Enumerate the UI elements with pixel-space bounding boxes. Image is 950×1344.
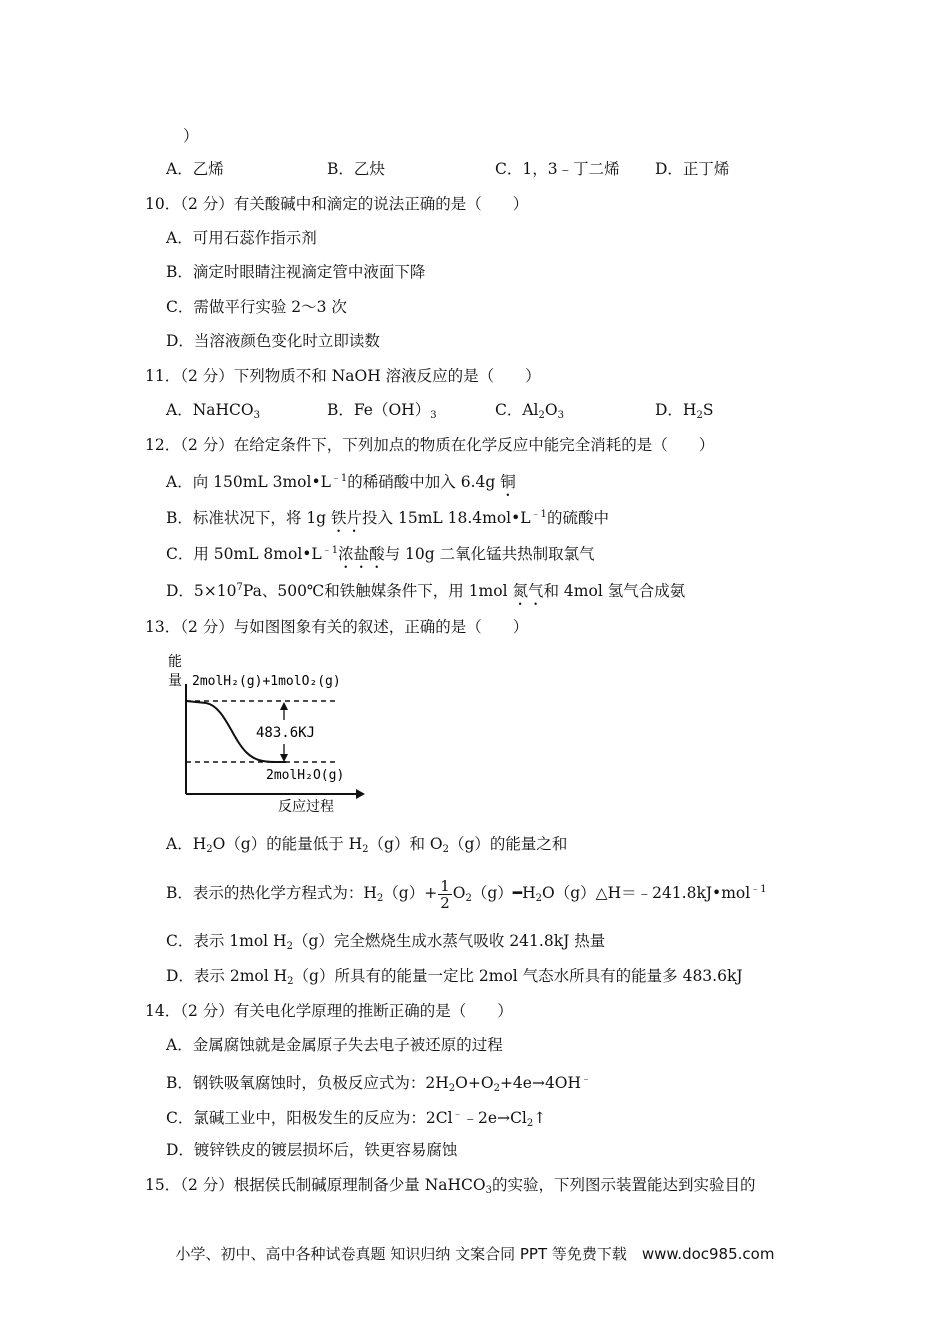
q13-option-c: C．表示 1mol $H_2(g)$完全燃烧生成水蒸气吸收 241.8kJ 热量 (166, 932, 606, 952)
q9-option-b: B．乙炔 (327, 160, 385, 178)
q14-option-b: B．钢铁吸氧腐蚀时，负极反应式为：$2H_2O+O_2+4e\to 4OH^﹣$ (166, 1074, 592, 1094)
delta-arrowhead-up (280, 702, 288, 710)
q12-option-c: C．用 50mL $8mol•L^{﹣1}$浓盐酸与 10g 二氧化锰共热制取氯气 (166, 545, 595, 563)
q12-option-d: D．$5\times 10^7Pa$、500℃和铁触媒条件下，用 1mol 氮气和 4mol 氢气合成氨 (166, 582, 686, 600)
product-label: 2molH₂O(g) (266, 768, 345, 783)
q13-option-b: B．表示的热化学方程式为：$H_2(g)+$ $\frac{1}{2}$ $O_2(g)━H_2O(g)\triangle H=﹣241.8kJ•mol^{﹣1}$ (166, 876, 767, 912)
x-axis-label: 反应过程 (278, 799, 334, 813)
delta-arrowhead-down (280, 754, 288, 762)
q10-option-b: B．滴定时眼睛注视滴定管中液面下降 (166, 263, 426, 281)
x-axis-arrow (356, 789, 365, 799)
q14-stem: 14．（2 分）有关电化学原理的推断正确的是（ ） (145, 1002, 513, 1020)
q12-option-b: B．标准状况下，将 1g 铁片投入 15mL $18.4mol•L^{﹣1}$的硫酸中 (166, 509, 609, 527)
q15-stem: 15．（2 分）根据侯氏制碱原理制备少量 NaHCO$_3$的实验，下列图示装置能达到实验目的 (145, 1176, 756, 1196)
q14-option-a: A．金属腐蚀就是金属原子失去电子被还原的过程 (166, 1036, 503, 1054)
page-footer: 小学、初中、高中各种试卷真题 知识归纳 文案合同 PPT 等免费下载 www.doc985.com (175, 1245, 775, 1263)
energy-diagram (166, 648, 366, 813)
q14-option-c: C．氯碱工业中，阳极发生的反应为：$2Cl^﹣﹣2e\to Cl_2↑$ (166, 1109, 547, 1129)
fraction-one-half: $\frac{1}{2}$ (440, 876, 450, 912)
y-axis-label-1: 能 (168, 654, 182, 670)
q11-option-c: C．$Al_2O_3$ (495, 401, 564, 421)
q9-option-c: C．1，3﹣丁二烯 (495, 160, 620, 178)
q11-option-d: D．$H_2S$ (655, 401, 714, 421)
q10-option-c: C．需做平行实验 2～3 次 (166, 298, 347, 316)
q9-option-a: A．乙烯 (166, 160, 224, 178)
q11-option-b: B．$Fe(OH)_3$ (327, 401, 437, 421)
q11-option-a: A．NaHCO$_3$ (166, 401, 260, 421)
q12-stem: 12．（2 分）在给定条件下，下列加点的物质在化学反应中能完全消耗的是（ ） (145, 436, 715, 454)
q10-stem: 10．（2 分）有关酸碱中和滴定的说法正确的是（ ） (145, 195, 529, 213)
q13-option-a: A．$H_2O(g)$的能量低于 $H_2(g)$和 $O_2(g)$的能量之和 (166, 835, 568, 855)
delta-label: 483.6KJ (256, 725, 316, 741)
q14-option-d: D．镀锌铁皮的镀层损坏后，铁更容易腐蚀 (166, 1141, 458, 1159)
q11-stem: 11．（2 分）下列物质不和 NaOH 溶液反应的是（ ） (145, 367, 541, 385)
q9-stem-tail: ） (183, 127, 199, 145)
q9-option-d: D．正丁烯 (655, 160, 730, 178)
q12-option-a: A．向 150mL $3mol•L^{﹣1}$的稀硝酸中加入 6.4g 铜 (166, 473, 516, 491)
reactants-label: 2molH₂(g)+1molO₂(g) (192, 674, 341, 689)
y-axis-label-2: 量 (168, 673, 182, 689)
q10-option-a: A．可用石蕊作指示剂 (166, 229, 317, 247)
q13-option-d: D．表示 2mol $H_2(g)$所具有的能量一定比 2mol 气态水所具有的能量多 483.6kJ (166, 967, 743, 987)
q13-stem: 13．（2 分）与如图图象有关的叙述，正确的是（ ） (145, 618, 529, 636)
q10-option-d: D．当溶液颜色变化时立即读数 (166, 332, 380, 350)
